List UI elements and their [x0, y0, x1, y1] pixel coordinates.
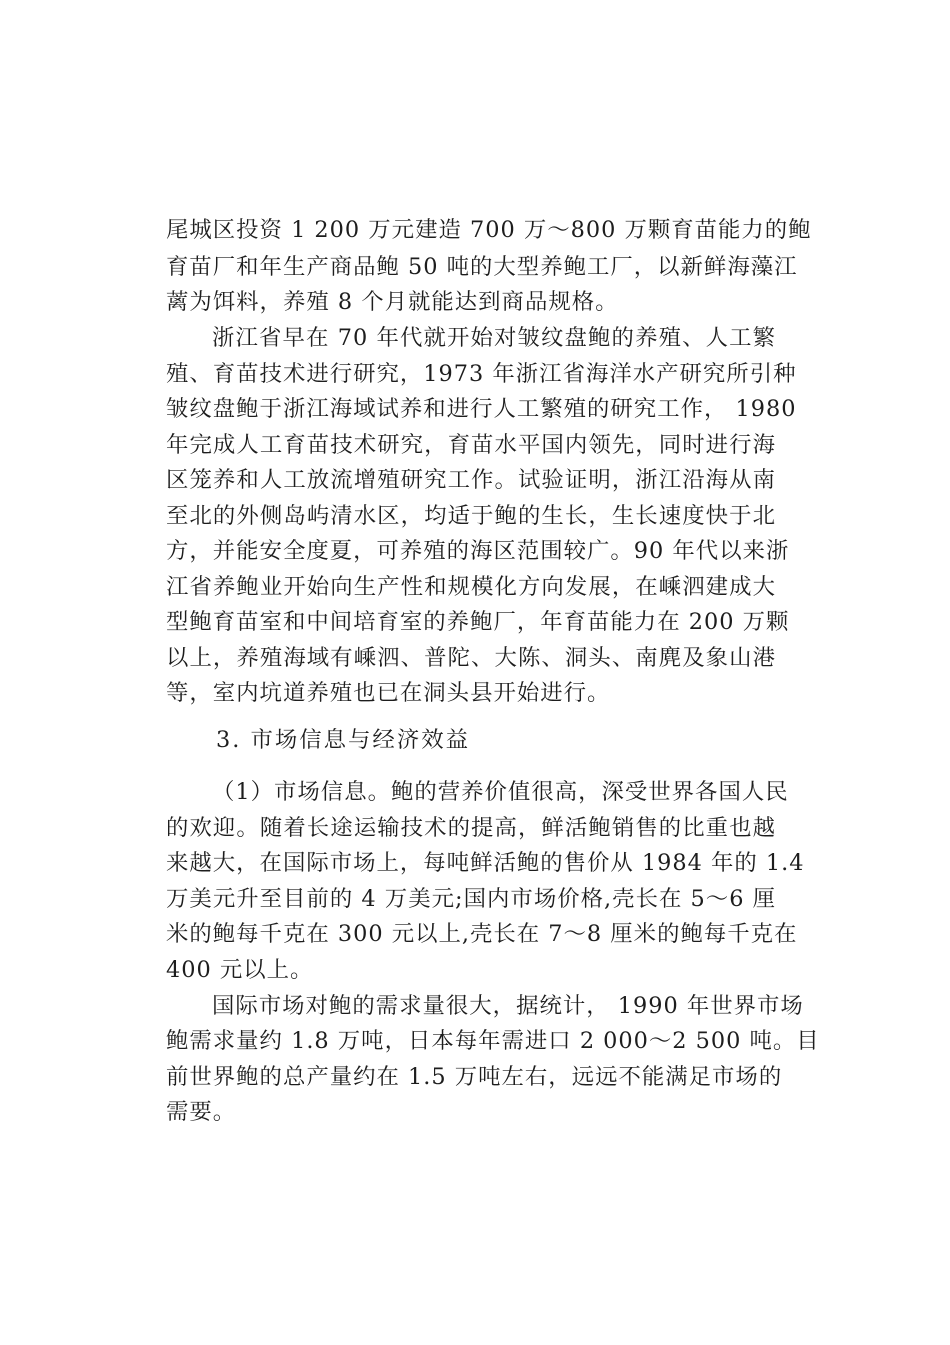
text-line: 至北的外侧岛屿清水区，均适于鲍的生长，生长速度快于北 — [166, 503, 776, 529]
text-line: 等，室内坑道养殖也已在洞头县开始进行。 — [166, 680, 611, 706]
text-line: 以上，养殖海域有嵊泗、普陀、大陈、洞头、南麂及象山港 — [166, 645, 776, 671]
text-line: 国际市场对鲍的需求量很大，据统计， 1990 年世界市场 — [212, 993, 804, 1019]
text-line: 皱纹盘鲍于浙江海域试养和进行人工繁殖的研究工作， 1980 — [166, 396, 797, 422]
text-line: 育苗厂和年生产商品鲍 50 吨的大型养鲍工厂，以新鲜海藻江 — [166, 254, 798, 280]
text-line: 前世界鲍的总产量约在 1.5 万吨左右，远远不能满足市场的 — [166, 1064, 783, 1090]
text-line: 年完成人工育苗技术研究，育苗水平国内领先，同时进行海 — [166, 432, 776, 458]
text-line: 万美元升至目前的 4 万美元;国内市场价格,壳长在 5～6 厘 — [166, 886, 776, 912]
text-line: 方，并能安全度夏，可养殖的海区范围较广。90 年代以来浙 — [166, 538, 790, 564]
section-heading: 3. 市场信息与经济效益 — [216, 727, 470, 753]
text-line: 的欢迎。随着长途运输技术的提高，鲜活鲍销售的比重也越 — [166, 815, 776, 841]
text-line: 鲍需求量约 1.8 万吨，日本每年需进口 2 000～2 500 吨。目 — [166, 1028, 820, 1054]
text-line: （1）市场信息。鲍的营养价值很高，深受世界各国人民 — [212, 779, 789, 805]
text-line: 需要。 — [166, 1099, 237, 1125]
text-line: 型鲍育苗室和中间培育室的养鲍厂，年育苗能力在 200 万颗 — [166, 609, 790, 635]
text-line: 尾城区投资 1 200 万元建造 700 万～800 万颗育苗能力的鲍 — [166, 217, 812, 243]
text-line: 400 元以上。 — [166, 957, 314, 983]
text-line: 江省养鲍业开始向生产性和规模化方向发展，在嵊泗建成大 — [166, 574, 776, 600]
text-line: 殖、育苗技术进行研究，1973 年浙江省海洋水产研究所引种 — [166, 361, 797, 387]
text-line: 区笼养和人工放流增殖研究工作。试验证明，浙江沿海从南 — [166, 467, 776, 493]
text-line: 米的鲍每千克在 300 元以上,壳长在 7～8 厘米的鲍每千克在 — [166, 921, 798, 947]
text-line: 浙江省早在 70 年代就开始对皱纹盘鲍的养殖、人工繁 — [212, 325, 776, 351]
text-line: 来越大，在国际市场上，每吨鲜活鲍的售价从 1984 年的 1.4 — [166, 850, 805, 876]
text-line: 蓠为饵料，养殖 8 个月就能达到商品规格。 — [166, 289, 619, 315]
